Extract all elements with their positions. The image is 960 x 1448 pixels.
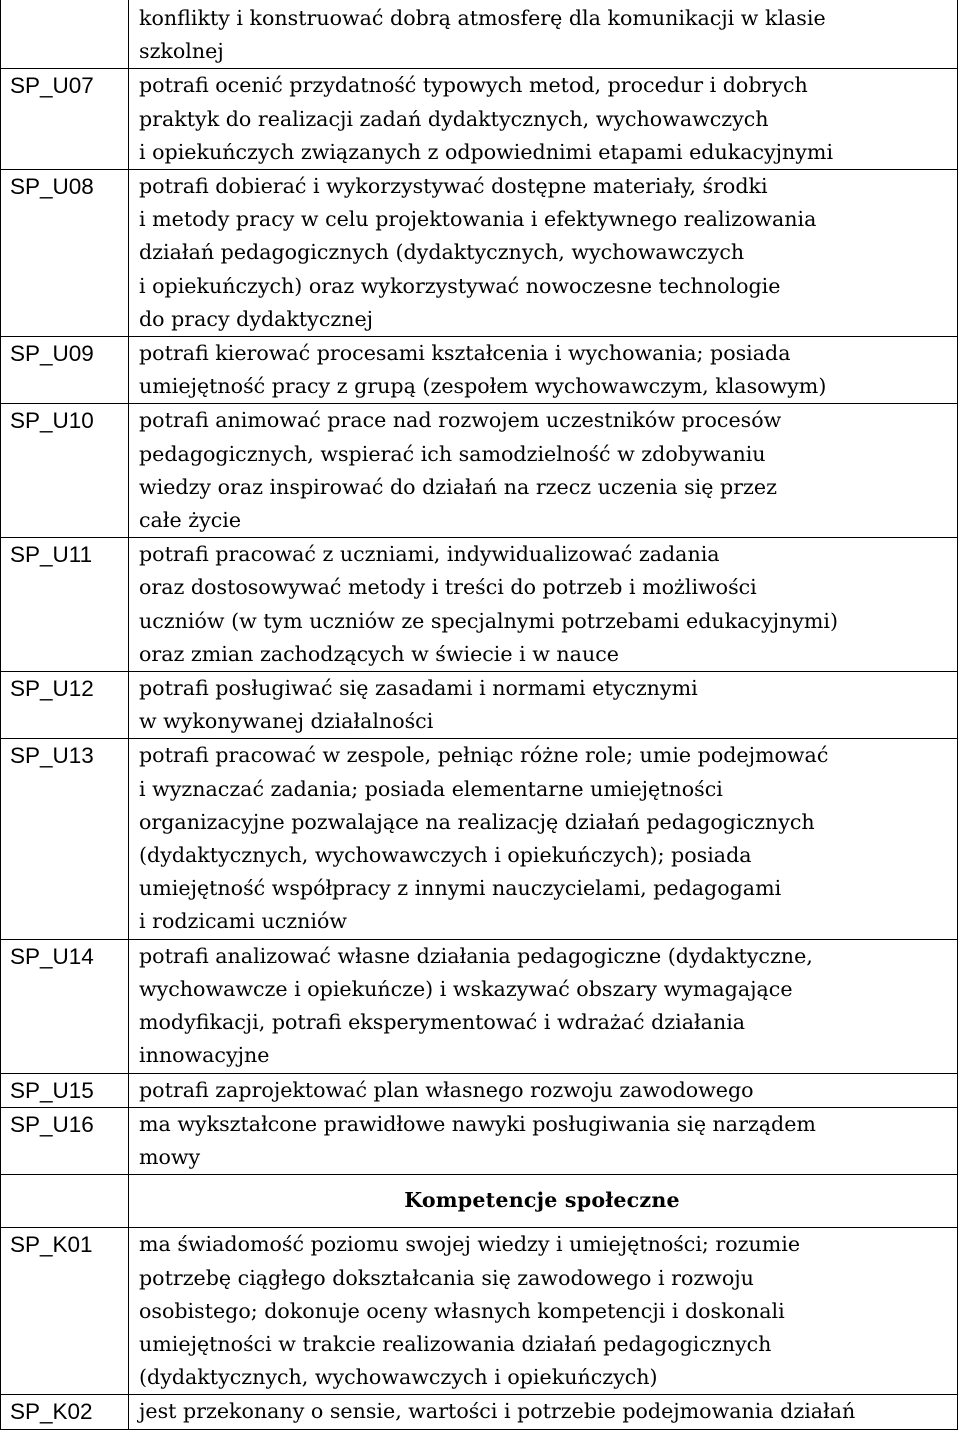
outcome-description: potrafi animować prace nad rozwojem uczestników procesów pedagogicznych, wspierać ich samodzielność w zdobywaniu wiedzy oraz inspirować do działań na rzecz uczenia się przez całe życie: [129, 404, 958, 538]
table-row: [1, 739, 958, 939]
table-row: [1, 1107, 958, 1174]
outcome-code: SP_U13: [1, 739, 129, 939]
outcome-code: SP_U10: [1, 404, 129, 538]
outcome-description: potrafi posługiwać się zasadami i normami etycznymi w wykonywanej działalności: [129, 672, 958, 739]
outcome-description: potrafi analizować własne działania pedagogiczne (dydaktyczne, wychowawcze i opiekuńcze) i wskazywać obszary wymagające modyfikacji, potrafi eksperymentować i wdrażać działania innowacyjne: [129, 939, 958, 1073]
table-row: [1, 672, 958, 739]
table-row: [1, 0, 958, 69]
outcome-description: konflikty i konstruować dobrą atmosferę dla komunikacji w klasie szkolnej: [129, 0, 958, 69]
outcome-code: SP_U07: [1, 69, 129, 170]
table-row: [1, 538, 958, 672]
table-row: [1, 404, 958, 538]
section-code-cell: [1, 1175, 129, 1228]
table-row: [1, 337, 958, 404]
outcome-code: SP_K02: [1, 1395, 129, 1429]
table-row: [1, 1395, 958, 1429]
outcome-description: potrafi zaprojektować plan własnego rozwoju zawodowego: [129, 1073, 958, 1107]
outcome-code: SP_U09: [1, 337, 129, 404]
outcome-code: [1, 0, 129, 69]
table-row: [1, 1073, 958, 1107]
table-row: [1, 69, 958, 170]
outcome-description: potrafi ocenić przydatność typowych metod, procedur i dobrych praktyk do realizacji zadań dydaktycznych, wychowawczych i opiekuńczych związanych z odpowiednimi etapami edukacyjnymi: [129, 69, 958, 170]
outcome-description: potrafi pracować z uczniami, indywidualizować zadania oraz dostosowywać metody i treści do potrzeb i możliwości uczniów (w tym uczniów ze specjalnymi potrzebami edukacyjnymi) oraz zmian zachodzących w świecie i w nauce: [129, 538, 958, 672]
outcome-code: SP_U16: [1, 1107, 129, 1174]
outcome-code: SP_U15: [1, 1073, 129, 1107]
outcome-description: ma świadomość poziomu swojej wiedzy i umiejętności; rozumie potrzebę ciągłego dokształcania się zawodowego i rozwoju osobistego; dokonuje oceny własnych kompetencji i doskonali umiejętności w trakcie realizowania działań pedagogicznych (dydaktycznych, wychowawczych i opiekuńczych): [129, 1228, 958, 1395]
outcome-description: potrafi pracować w zespole, pełniąc różne role; umie podejmować i wyznaczać zadania; posiada elementarne umiejętności organizacyjne pozwalające na realizację działań pedagogicznych (dydaktycznych, wychowawczych i opiekuńczych); posiada umiejętność współpracy z innymi nauczycielami, pedagogami i rodzicami uczniów: [129, 739, 958, 939]
table-row: [1, 170, 958, 337]
section-heading: Kompetencje społeczne: [129, 1175, 958, 1228]
outcome-description: ma wykształcone prawidłowe nawyki posługiwania się narządem mowy: [129, 1107, 958, 1174]
section-header-row: [1, 1175, 958, 1228]
outcome-code: SP_U08: [1, 170, 129, 337]
outcome-description: potrafi kierować procesami kształcenia i wychowania; posiada umiejętność pracy z grupą (zespołem wychowawczym, klasowym): [129, 337, 958, 404]
outcome-code: SP_U14: [1, 939, 129, 1073]
outcome-code: SP_U12: [1, 672, 129, 739]
outcome-description: potrafi dobierać i wykorzystywać dostępne materiały, środki i metody pracy w celu projektowania i efektywnego realizowania działań pedagogicznych (dydaktycznych, wychowawczych i opiekuńczych) oraz wykorzystywać nowoczesne technologie do pracy dydaktycznej: [129, 170, 958, 337]
outcome-code: SP_U11: [1, 538, 129, 672]
table-row: [1, 1228, 958, 1395]
outcome-code: SP_K01: [1, 1228, 129, 1395]
table-row: [1, 939, 958, 1073]
outcome-description: jest przekonany o sensie, wartości i potrzebie podejmowania działań: [129, 1395, 958, 1429]
